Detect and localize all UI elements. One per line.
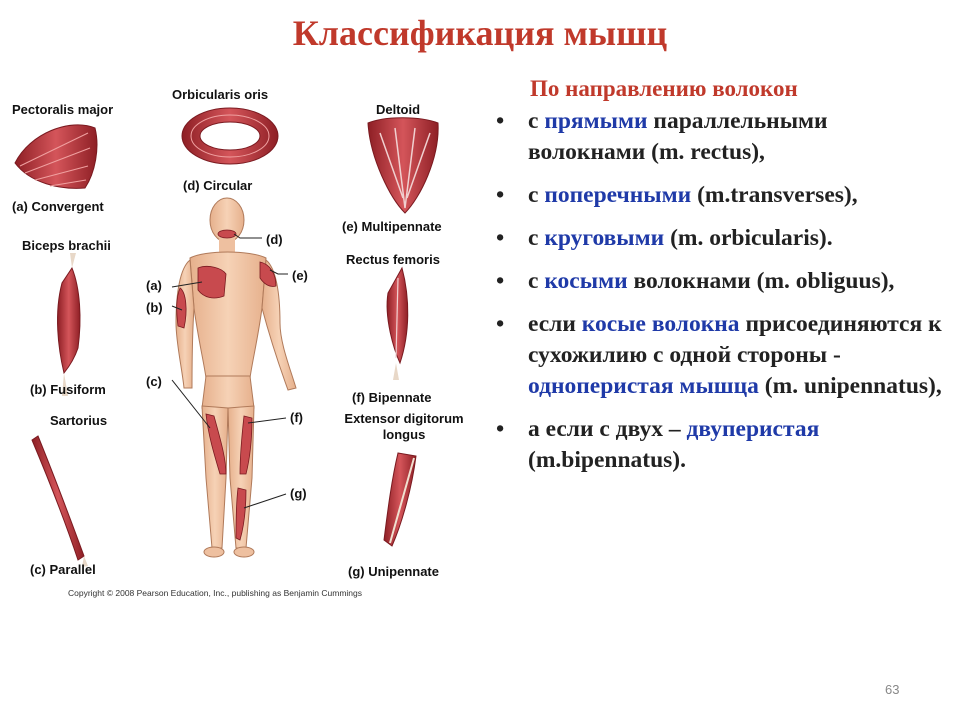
bullet-icon: • — [496, 225, 505, 251]
bipennate-muscle — [387, 268, 408, 380]
highlight-term: косыми — [544, 268, 628, 294]
label-multipennate: (e) Multipennate — [342, 219, 442, 234]
label-parallel: (c) Parallel — [30, 562, 96, 577]
label-unipennate: (g) Unipennate — [348, 564, 439, 579]
convergent-muscle — [15, 125, 97, 188]
list-item: • с прямыми параллельными волокнами (m. rectus), — [496, 108, 828, 165]
callout-g: (g) — [290, 486, 307, 501]
copyright-text: Copyright © 2008 Pearson Education, Inc., publishing as Benjamin Cummings — [68, 588, 363, 598]
bullet-list — [492, 106, 942, 476]
list-item: • с косыми волокнами (m. obliguus), — [492, 266, 942, 297]
page-number: 63 — [885, 682, 900, 697]
label-bipennate: (f) Bipennate — [352, 390, 432, 405]
unipennate-muscle — [384, 453, 416, 546]
highlight-term: двуперистая — [686, 416, 820, 442]
slide-title: Классификация мышц — [292, 13, 668, 53]
label-sartorius: Sartorius — [50, 413, 108, 428]
callout-c: (c) — [146, 374, 162, 389]
label-biceps-brachii: Biceps brachii — [22, 238, 111, 253]
list-item: • с круговыми (m. orbicularis). — [492, 223, 942, 254]
highlight-term: косые волокна — [581, 311, 740, 337]
callout-e: (e) — [292, 268, 308, 283]
circular-muscle — [182, 108, 278, 164]
list-item: • если косые волокна присоединяются к сухожилию с одной стороны - одноперистая мышца (m. unipennatus), — [496, 311, 942, 399]
human-body — [176, 198, 296, 557]
classification-text — [492, 76, 942, 488]
callout-d: (d) — [266, 232, 283, 247]
callout-a: (a) — [146, 278, 162, 293]
highlight-term: прямыми — [544, 108, 648, 134]
muscle-illustration — [0, 78, 480, 608]
fusiform-muscle — [58, 253, 80, 396]
list-item: • а если с двух – двуперистая (m.bipennatus). — [496, 416, 820, 473]
bullet-icon: • — [496, 268, 505, 294]
label-fusiform: (b) Fusiform — [30, 382, 106, 397]
bullet-icon: • — [496, 182, 505, 208]
muscle-shape-figure — [0, 78, 480, 608]
multipennate-muscle — [368, 118, 438, 213]
label-convergent: (a) Convergent — [12, 199, 104, 214]
callout-f: (f) — [290, 410, 303, 425]
callout-b: (b) — [146, 300, 163, 315]
subtitle: По направлению волокон — [530, 76, 798, 101]
bullet-icon: • — [496, 108, 505, 134]
highlight-term: круговыми — [544, 225, 665, 251]
highlight-term: одноперистая мышца — [528, 373, 759, 399]
label-extensor-digitorum-longus: Extensor digitorum longus — [344, 411, 464, 442]
label-rectus-femoris: Rectus femoris — [346, 252, 440, 267]
label-orbicularis-oris: Orbicularis oris — [172, 87, 269, 102]
label-deltoid: Deltoid — [376, 102, 421, 117]
parallel-muscle — [32, 436, 88, 567]
highlight-term: поперечными — [544, 182, 692, 208]
label-circular: (d) Circular — [183, 178, 253, 193]
bullet-icon: • — [496, 416, 505, 442]
list-item: • с поперечными (m.transverses), — [492, 180, 942, 211]
bullet-icon: • — [496, 311, 505, 337]
label-pectoralis-major: Pectoralis major — [12, 102, 114, 117]
